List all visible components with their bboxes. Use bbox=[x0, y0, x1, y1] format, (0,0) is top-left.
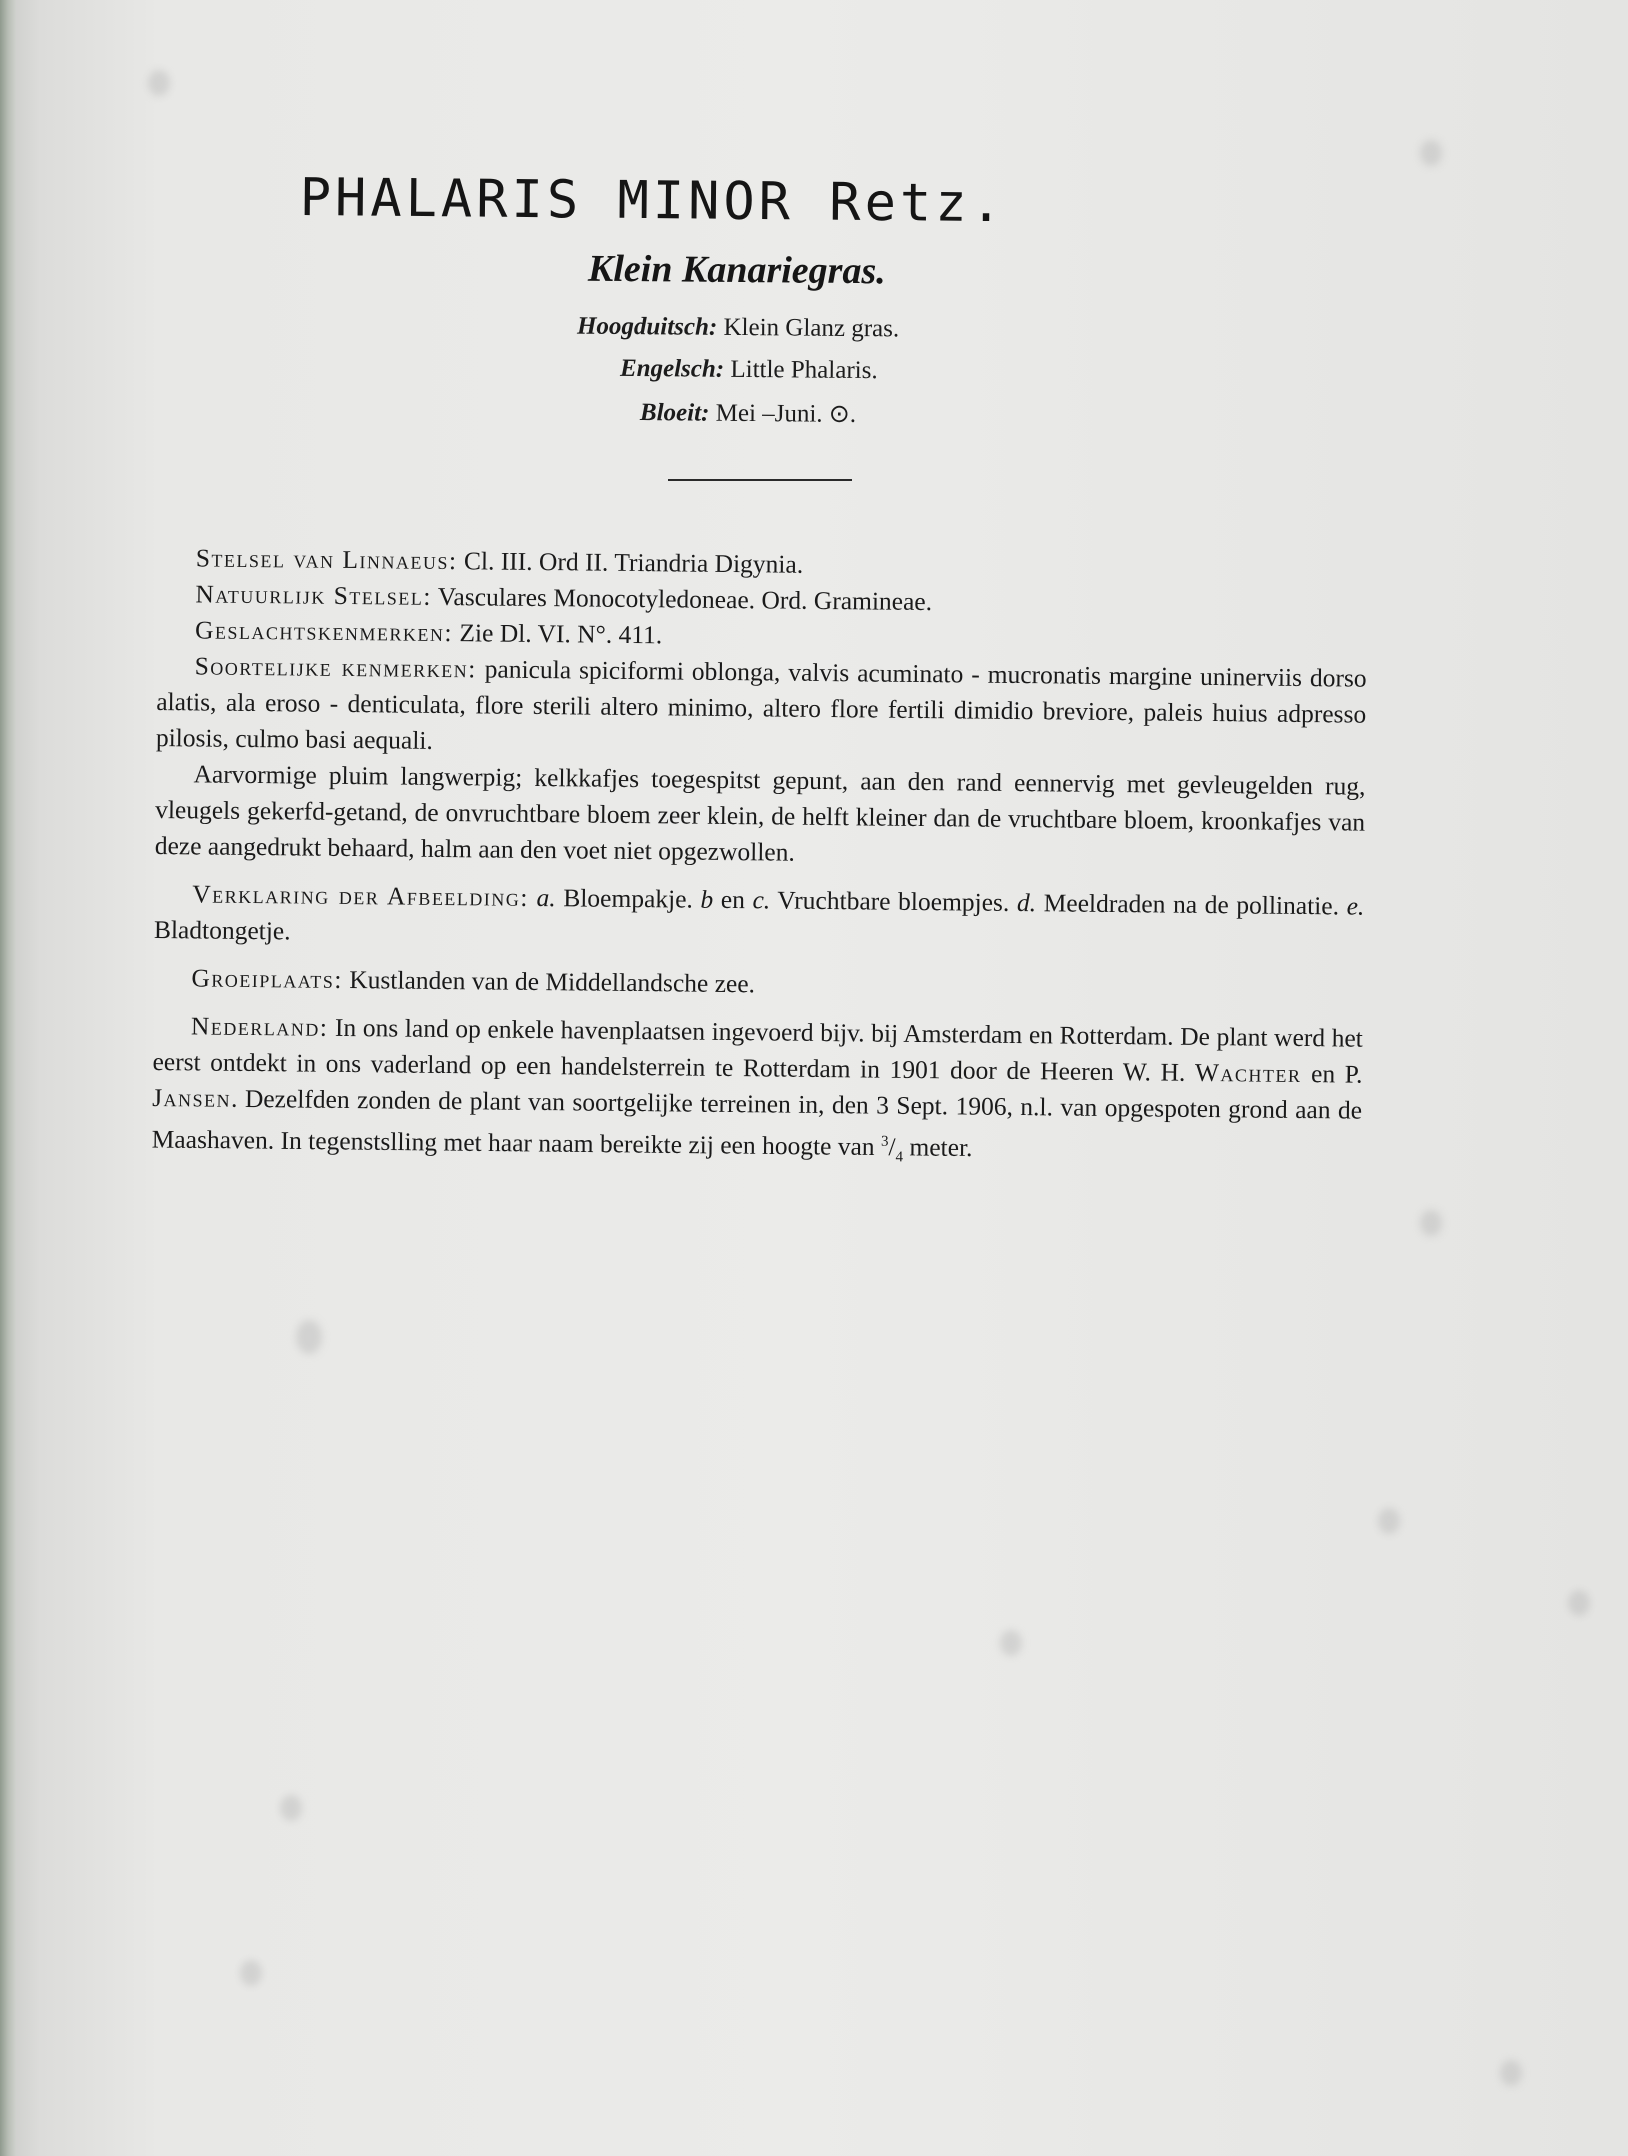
section-text: Aarvormige pluim langwerpig; kelkkafjes toegespitst gepunt, aan den rand eennervig met gevleugelden rug, vleugels gekerfd-getand, de onvruchtbare bloem zeer klein, de helft kleiner dan de vruchtbare bloem, kroonkafjes van deze aangedrukt behaard, halm aan den voet niet opgezwollen. bbox=[154, 759, 1366, 867]
meta-value: Klein Glanz gras. bbox=[723, 313, 900, 343]
section-text: Cl. III. Ord II. Triandria Digynia. bbox=[463, 546, 804, 579]
fraction-numerator: 3 bbox=[880, 1133, 889, 1150]
figure-key-e: e. bbox=[1346, 891, 1365, 921]
paper-spot bbox=[296, 1320, 322, 1354]
paper-spot bbox=[1420, 140, 1442, 166]
figure-text-a: Bloempakje. bbox=[563, 883, 694, 914]
figure-text-bc: Vruchtbare bloempjes. bbox=[777, 885, 1010, 917]
meta-value: Little Phalaris. bbox=[730, 355, 878, 385]
section-dutch-description bbox=[155, 756, 1366, 877]
meta-label: Hoogduitsch: bbox=[576, 312, 718, 341]
section-text: Kustlanden van de Middellandsche zee. bbox=[349, 965, 756, 999]
meta-value: Mei –Juni. ⊙. bbox=[715, 399, 857, 428]
paper-spot bbox=[1000, 1630, 1022, 1656]
paper-spot bbox=[1500, 2060, 1522, 2086]
section-text: panicula spiciformi oblonga, valvis acuminato - mucronatis margine uninerviis dorso alatis, ala eroso - denticulata, flore sterili altero minimo, altero flore fertili dimidio breviore, paleis huius adpresso pilosis, culmo basi aequali. bbox=[155, 654, 1367, 755]
section-label: Groeiplaats: bbox=[191, 963, 344, 994]
meta-label: Engelsch: bbox=[619, 354, 725, 383]
figure-key-d: d. bbox=[1016, 888, 1037, 918]
section-label: Natuurlijk Stelsel: bbox=[195, 579, 433, 611]
meta-line-english bbox=[620, 355, 878, 385]
paper-spot bbox=[148, 70, 170, 96]
page-title: PHALARIS MINOR Retz. bbox=[299, 168, 1007, 235]
figure-key-a: a. bbox=[536, 882, 556, 913]
page-subtitle: Klein Kanariegras. bbox=[587, 247, 886, 293]
person-name: Wachter bbox=[1194, 1057, 1302, 1089]
section-habitat bbox=[153, 960, 1363, 1009]
figure-text-d: Meeldraden na de pollinatie. bbox=[1043, 888, 1340, 921]
paper-spot bbox=[240, 1960, 262, 1986]
figure-conj: en bbox=[720, 884, 746, 915]
person-name: Jansen bbox=[152, 1082, 232, 1113]
figure-key-b: b bbox=[700, 884, 714, 914]
figure-key-c: c. bbox=[752, 885, 771, 915]
section-species bbox=[156, 648, 1367, 769]
section-label: Geslachtskenmerken: bbox=[194, 615, 454, 648]
section-netherlands bbox=[151, 1008, 1363, 1180]
section-label: Nederland: bbox=[190, 1011, 329, 1042]
section-text: Zie Dl. VI. N°. 411. bbox=[459, 618, 663, 650]
section-label: Verklaring der Afbeelding: bbox=[192, 879, 530, 912]
paper-spot bbox=[280, 1795, 302, 1821]
paper-spot bbox=[1378, 1508, 1400, 1534]
section-text: meter. bbox=[909, 1132, 973, 1163]
meta-line-german bbox=[577, 313, 899, 344]
fraction-denominator: 4 bbox=[895, 1149, 904, 1166]
section-label: Soortelijke kenmerken: bbox=[194, 651, 477, 684]
meta-line-flowering bbox=[640, 397, 856, 429]
section-figure-legend bbox=[154, 876, 1365, 961]
book-spine-edge bbox=[0, 0, 16, 2156]
section-text: en P. bbox=[1310, 1059, 1363, 1089]
section-text: . Dezelfden zonden de plant van soortgelijke terreinen in, den 3 Sept. 1906, n.l. van opgespoten grond aan de Maashaven. In tegenstslling met haar naam bereikte zij een hoogte van bbox=[151, 1083, 1363, 1162]
section-text: Vasculares Monocotyledoneae. Ord. Gramineae. bbox=[437, 581, 933, 617]
paper-spot bbox=[1420, 1210, 1442, 1236]
section-label: Stelsel van Linnaeus: bbox=[195, 543, 458, 576]
description-body bbox=[151, 540, 1368, 1186]
meta-label: Bloeit: bbox=[639, 399, 710, 427]
fraction-slash: / bbox=[888, 1132, 896, 1162]
paper-spot bbox=[1568, 1590, 1590, 1616]
figure-text-e: Bladtongetje. bbox=[153, 914, 291, 946]
section-text: In ons land op enkele havenplaatsen ingevoerd bijv. bij Amsterdam en Rotterdam. De plant werd het eerst ontdekt in ons vaderland op een handelsterrein te Rotterdam in 1901 door de Heeren W. H. bbox=[152, 1012, 1364, 1087]
title-divider bbox=[668, 479, 852, 481]
